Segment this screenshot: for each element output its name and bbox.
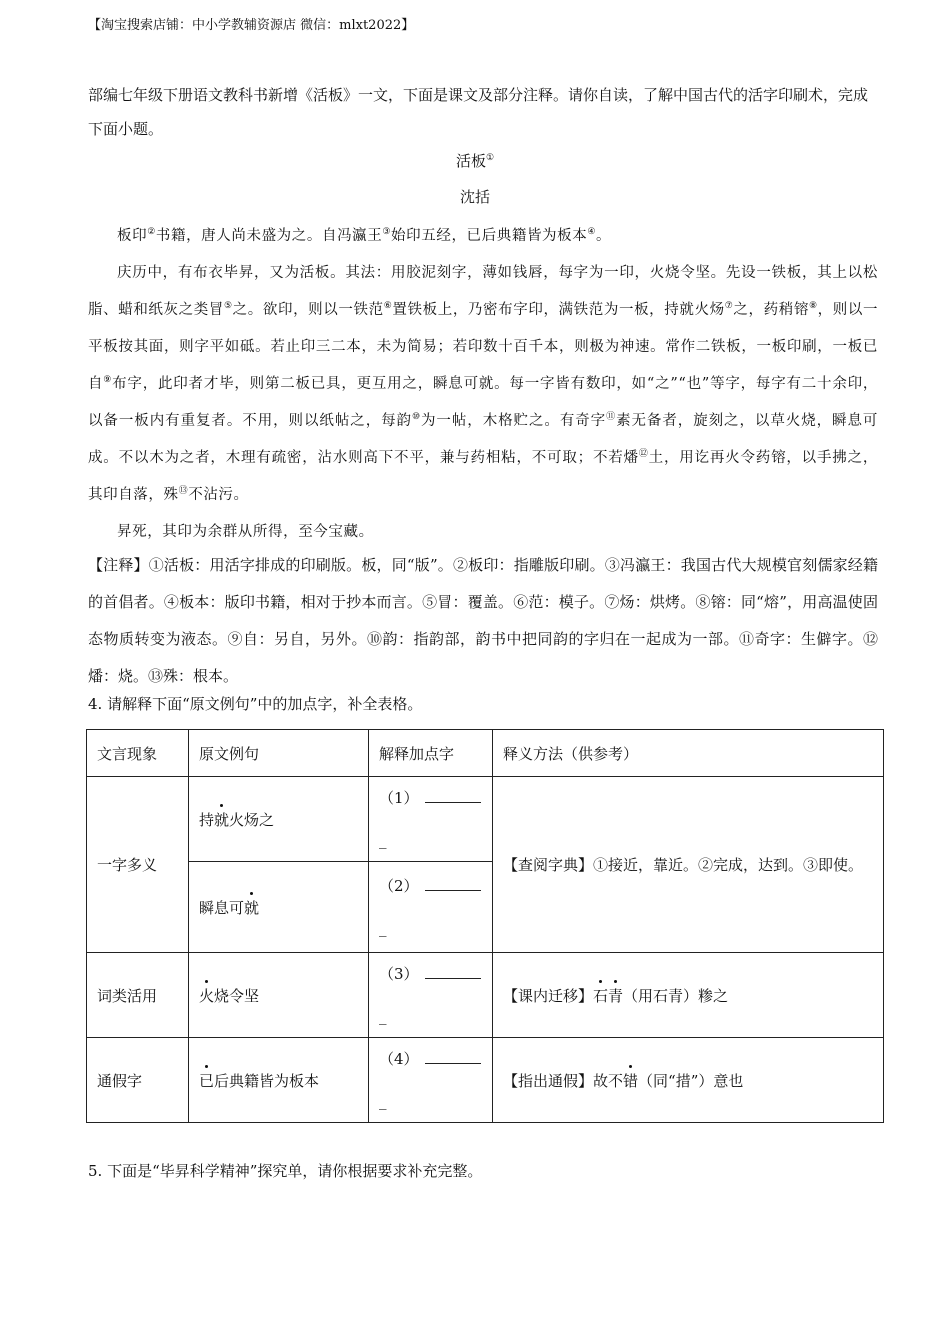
category-cell: 词类活用	[87, 953, 189, 1038]
dotted-char: 就	[214, 810, 230, 829]
table-row	[87, 953, 884, 1038]
question-5: 5. 下面是“毕昇科学精神”探究单，请你根据要求补充完整。	[88, 1162, 483, 1180]
header-cell: 释义方法（供参考）	[493, 730, 884, 777]
header-cell: 原文例句	[189, 730, 369, 777]
dotted-char: 青	[608, 986, 624, 1005]
header-cell: 解释加点字	[369, 730, 493, 777]
example-cell: 瞬息可就	[189, 862, 369, 953]
category-cell: 一字多义	[87, 777, 189, 953]
answer-blank-1[interactable]: （1） _	[369, 777, 493, 862]
dotted-char: 就	[244, 898, 260, 917]
passage-title: 活板①	[455, 152, 495, 170]
watermark-header: 【淘宝搜索店铺：中小学教辅资源店 微信：mlxt2022】	[88, 18, 415, 33]
dotted-char: 已	[199, 1071, 215, 1090]
passage-paragraph-2: 庆历中，有布衣毕昇，又为活板。其法：用胶泥刻字，薄如钱唇，每字为一印，火烧令坚。先设一铁板，其上以松脂、蜡和纸灰之类冒⑤之。欲印，则以一铁范⑥置铁板上，乃密布字印，满铁范为一板，持就火炀⑦之，药稍镕⑧，则以一平板按其面，则字平如砥。若止印三二本，未为简易；若印数十百千本，则极为神速。常作二铁板，一板印刷，一板已自⑨布字，此印者才毕，则第二板已具，更互用之，瞬息可就。每一字皆有数印，如“之”“也”等字，每字有二十余印，以备一板内有重复者。不用，则以纸帖之，每韵⑩为一帖，木格贮之。有奇字⑪素无备者，旋刻之，以草火烧，瞬息可成。不以木为之者，木理有疏密，沾水则高下不平，兼与药相粘，不可取；不若燔⑫土，用讫再火令药镕，以手拂之，其印自落，殊⑬不沾污。	[88, 265, 879, 503]
example-cell: 持就火炀之	[189, 777, 369, 862]
table-row	[87, 1038, 884, 1123]
table-header-row	[87, 730, 884, 777]
passage-body	[88, 218, 878, 551]
answer-blank-4[interactable]: （4） _	[369, 1038, 493, 1123]
method-cell: 【课内迁移】石青（用石青）糁之	[493, 953, 884, 1038]
category-cell: 通假字	[87, 1038, 189, 1123]
answer-blank-3[interactable]: （3） _	[369, 953, 493, 1038]
question-4: 4. 请解释下面“原文例句”中的加点字，补全表格。	[88, 695, 423, 713]
answer-table	[86, 729, 884, 1123]
method-cell: 【查阅字典】①接近，靠近。②完成，达到。③即使。	[493, 777, 884, 953]
table-row	[87, 777, 884, 862]
intro-paragraph: 部编七年级下册语文教科书新增《活板》一文，下面是课文及部分注释。请你自读，了解中国古代的活字印刷术，完成下面小题。	[88, 86, 869, 138]
example-cell: 火烧令坚	[189, 953, 369, 1038]
dotted-char: 错	[623, 1071, 639, 1090]
example-cell: 已后典籍皆为板本	[189, 1038, 369, 1123]
annotations: 【注释】①活板：用活字排成的印刷版。板，同“版”。②板印：指雕版印刷。③冯瀛王：我国古代大规模官刻儒家经籍的首倡者。④板本：版印书籍，相对于抄本而言。⑤冒：覆盖。⑥范：模子。⑦炀：烘烤。⑧镕：同“熔”，用高温使固态物质转变为液态。⑨自：另自，另外。⑩韵：指韵部，韵书中把同韵的字归在一起成为一部。⑪奇字：生僻字。⑫燔：烧。⑬殊：根本。	[88, 556, 878, 685]
dotted-char: 石	[593, 986, 609, 1005]
dotted-char: 火	[199, 986, 215, 1005]
passage-paragraph-1: 板印②书籍，唐人尚未盛为之。自冯瀛王③始印五经，已后典籍皆为板本④。	[117, 227, 612, 244]
header-cell: 文言现象	[87, 730, 189, 777]
answer-blank-2[interactable]: （2） _	[369, 862, 493, 953]
method-cell: 【指出通假】故不错（同“措”）意也	[493, 1038, 884, 1123]
passage-author: 沈括	[459, 188, 490, 206]
passage-paragraph-3: 昇死，其印为余群从所得，至今宝藏。	[117, 524, 374, 540]
